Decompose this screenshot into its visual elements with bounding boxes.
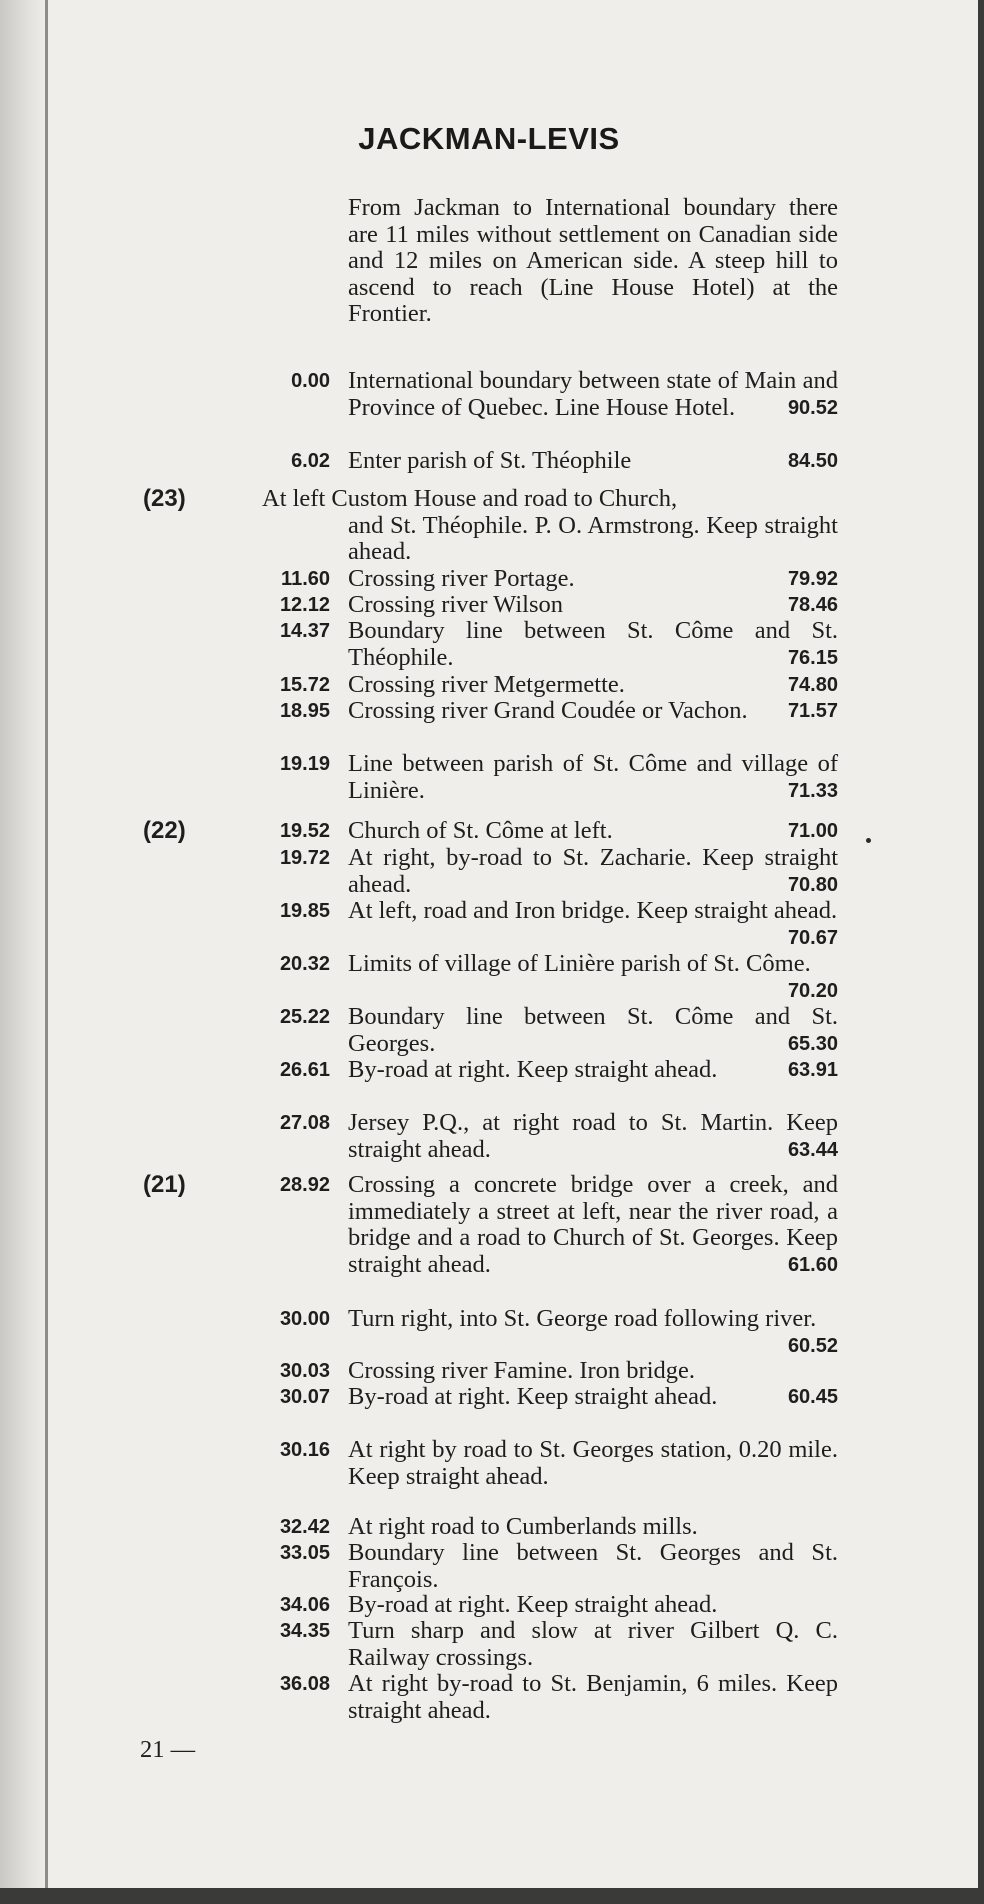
mileage: 11.60 [281, 568, 330, 590]
section-marker: (22) [143, 817, 186, 844]
route-description: Church of St. Côme at left. 71.00 [348, 817, 838, 844]
mileage: 19.52 [279, 820, 330, 842]
mileage: 30.07 [279, 1386, 330, 1408]
mileage: 34.06 [279, 1594, 330, 1616]
route-description: Crossing river Famine. Iron bridge. [348, 1357, 696, 1384]
mileage: 19.72 [279, 847, 330, 869]
mileage: 26.61 [279, 1059, 330, 1081]
route-description: Boundary line between St. Côme and St. Théophile. 76.15 [348, 617, 838, 671]
route-description: At right by road to St. Georges station, 0.20 mile. Keep straight ahead. [348, 1436, 838, 1490]
remaining-distance: 78.46 [787, 594, 838, 616]
remaining-distance: 70.67 [787, 926, 838, 949]
mileage: 30.03 [279, 1360, 330, 1382]
section-marker: (23) [143, 485, 186, 512]
route-description: Jersey P.Q., at right road to St. Martin. Keep straight ahead. 63.44 [348, 1109, 838, 1163]
mileage: 25.22 [279, 1006, 330, 1028]
mileage: 30.00 [279, 1308, 330, 1330]
mileage: 28.92 [279, 1174, 330, 1196]
route-description: By-road at right. Keep straight ahead. 63.91 [348, 1056, 838, 1083]
remaining-distance: 60.52 [787, 1334, 838, 1357]
page-gutter [0, 0, 48, 1888]
section-marker: (21) [143, 1171, 186, 1198]
remaining-distance: 71.57 [787, 700, 838, 722]
remaining-distance: 90.52 [787, 396, 838, 419]
route-description: Crossing a concrete bridge over a creek, and immediately a street at left, near the river road, a bridge and a road to Church of St. Georges. Keep straight ahead. 61.60 [348, 1171, 838, 1278]
mileage: 27.08 [279, 1112, 330, 1134]
route-description: Turn right, into St. George road following river. 60.52 [348, 1306, 838, 1359]
mileage: 32.42 [279, 1516, 330, 1538]
mileage: 6.02 [291, 450, 330, 472]
mileage: 34.35 [279, 1620, 330, 1642]
mileage: 19.19 [279, 753, 330, 775]
remaining-distance: 61.60 [787, 1253, 838, 1276]
page-fold [45, 0, 48, 1888]
mileage: 36.08 [279, 1673, 330, 1695]
route-description: Crossing river Portage. 79.92 [348, 565, 838, 592]
route-description: Crossing river Wilson 78.46 [348, 591, 838, 618]
route-description: Turn sharp and slow at river Gilbert Q. C. Railway crossings. [348, 1617, 838, 1671]
mileage: 14.37 [279, 620, 330, 642]
mileage: 0.00 [291, 370, 330, 392]
mileage: 33.05 [279, 1542, 330, 1564]
remaining-distance: 74.80 [787, 674, 838, 696]
mileage: 19.85 [279, 900, 330, 922]
mileage: 20.32 [279, 953, 330, 975]
route-description: Limits of village of Linière parish of St. Côme. 70.20 [348, 951, 838, 1004]
remaining-distance: 71.00 [787, 820, 838, 842]
route-description: By-road at right. Keep straight ahead. 60.45 [348, 1383, 838, 1410]
route-description: At right by-road to St. Benjamin, 6 miles. Keep straight ahead. [348, 1670, 838, 1724]
route-description: At right, by-road to St. Zacharie. Keep straight ahead. 70.80 [348, 844, 838, 898]
route-description: By-road at right. Keep straight ahead. [348, 1591, 718, 1618]
remaining-distance: 79.92 [787, 568, 838, 590]
mileage: 18.95 [279, 700, 330, 722]
page-title: JACKMAN-LEVIS [358, 121, 620, 156]
intro-paragraph: From Jackman to International boundary there are 11 miles without settlement on Canadian side and 12 miles on American side. A steep hill to ascend to reach (Line House Hotel) at the Frontier. [348, 194, 838, 327]
page-number: 21 — [140, 1736, 196, 1763]
remaining-distance: 84.50 [787, 450, 838, 472]
route-description: International boundary between state of Main and Province of Quebec. Line House Hotel. 90.52 [348, 367, 838, 421]
mileage: 30.16 [279, 1439, 330, 1461]
remaining-distance: 63.44 [787, 1138, 838, 1161]
remaining-distance: 76.15 [787, 646, 838, 669]
route-description: Line between parish of St. Côme and village of Linière. 71.33 [348, 750, 838, 804]
remaining-distance: 63.91 [787, 1059, 838, 1081]
remaining-distance: 70.20 [787, 979, 838, 1002]
route-description: Boundary line between St. Georges and St. François. [348, 1539, 838, 1593]
remaining-distance: 65.30 [787, 1032, 838, 1055]
route-description: Boundary line between St. Côme and St. Georges. 65.30 [348, 1003, 838, 1057]
route-description: Crossing river Metgermette. 74.80 [348, 671, 838, 698]
ink-speck [866, 838, 871, 843]
route-description: Crossing river Grand Coudée or Vachon. 71.57 [348, 697, 838, 724]
mileage: 12.12 [279, 594, 330, 616]
route-description: Enter parish of St. Théophile 84.50 [348, 447, 838, 474]
route-description: At right road to Cumberlands mills. [348, 1513, 698, 1540]
route-description: At left Custom House and road to Church, and St. Théophile. P. O. Armstrong. Keep straight ahead. [262, 485, 838, 565]
remaining-distance: 60.45 [787, 1386, 838, 1408]
mileage: 15.72 [279, 674, 330, 696]
remaining-distance: 71.33 [787, 779, 838, 802]
route-description: At left, road and Iron bridge. Keep straight ahead. 70.67 [348, 898, 838, 951]
remaining-distance: 70.80 [787, 873, 838, 896]
